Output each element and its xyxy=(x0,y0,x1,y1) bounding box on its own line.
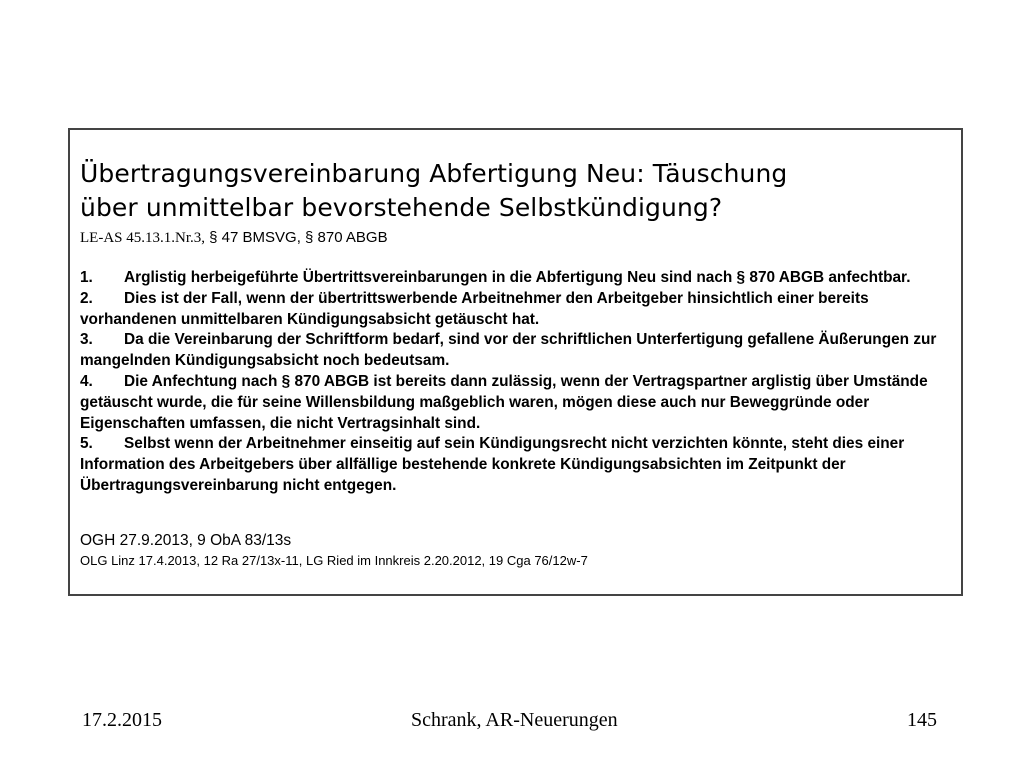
key-point-text: Da die Vereinbarung der Schriftform bedarf, sind vor der schriftlichen Unterfertigung gefallene Äußerungen zur mangelnden Kündigungsabsicht noch bedeutsam. xyxy=(80,331,937,370)
key-point-number: 5. xyxy=(80,435,93,453)
title-line-2: über unmittelbar bevorstehende Selbstkündigung? xyxy=(80,193,723,222)
key-point-number: 4. xyxy=(80,372,93,390)
page-number: 145 xyxy=(907,709,937,731)
reference-code: LE-AS 45.13.1.Nr.3, xyxy=(80,230,205,246)
lower-court-citation: OLG Linz 17.4.2013, 12 Ra 27/13x-11, LG Ried im Innkreis 2.20.2012, 19 Cga 76/12w-7 xyxy=(80,553,588,568)
legal-reference xyxy=(80,228,388,248)
key-point-number: 3. xyxy=(80,331,93,349)
key-point-text: Dies ist der Fall, wenn der übertrittswerbende Arbeitnehmer den Arbeitgeber hinsichtlich einer bereits vorhandenen unmittelbaren Kündigungsabsicht getäuscht hat. xyxy=(80,289,869,328)
key-point-number: 2. xyxy=(80,289,93,307)
content-box xyxy=(68,128,963,596)
key-point-number: 1. xyxy=(80,269,93,286)
footer-author-title: Schrank, AR-Neuerungen xyxy=(411,709,618,731)
key-point-text: Selbst wenn der Arbeitnehmer einseitig auf sein Kündigungsrecht nicht verzichten könnte, steht dies einer Information des Arbeitgebers über allfällige bestehende konkrete Kündigungsabsichten im Zeitpunkt der Übertragungsvereinbarung nicht entgegen. xyxy=(80,435,905,494)
key-point-5 xyxy=(80,434,960,496)
key-points-list xyxy=(80,268,960,497)
footer-date: 17.2.2015 xyxy=(82,709,162,731)
slide-title xyxy=(80,157,950,225)
reference-paragraphs: § 47 BMSVG, § 870 ABGB xyxy=(209,229,388,246)
key-point-4 xyxy=(80,372,960,434)
key-point-text: Arglistig herbeigeführte Übertrittsvereinbarungen in die Abfertigung Neu sind nach § 870 ABGB anfechtbar. xyxy=(124,269,911,286)
key-point-text: Die Anfechtung nach § 870 ABGB ist bereits dann zulässig, wenn der Vertragspartner arglistig über Umstände getäuscht wurde, die für seine Willensbildung maßgeblich waren, mögen diese auch nur Beweggründe oder Eigenschaften umfassen, die nicht Vertragsinhalt sind. xyxy=(80,372,928,432)
key-point-3 xyxy=(80,330,960,372)
court-citation: OGH 27.9.2013, 9 ObA 83/13s xyxy=(80,532,292,549)
key-point-1 xyxy=(80,268,960,289)
key-point-2 xyxy=(80,289,960,331)
title-line-1: Übertragungsvereinbarung Abfertigung Neu: Täuschung xyxy=(80,159,788,188)
